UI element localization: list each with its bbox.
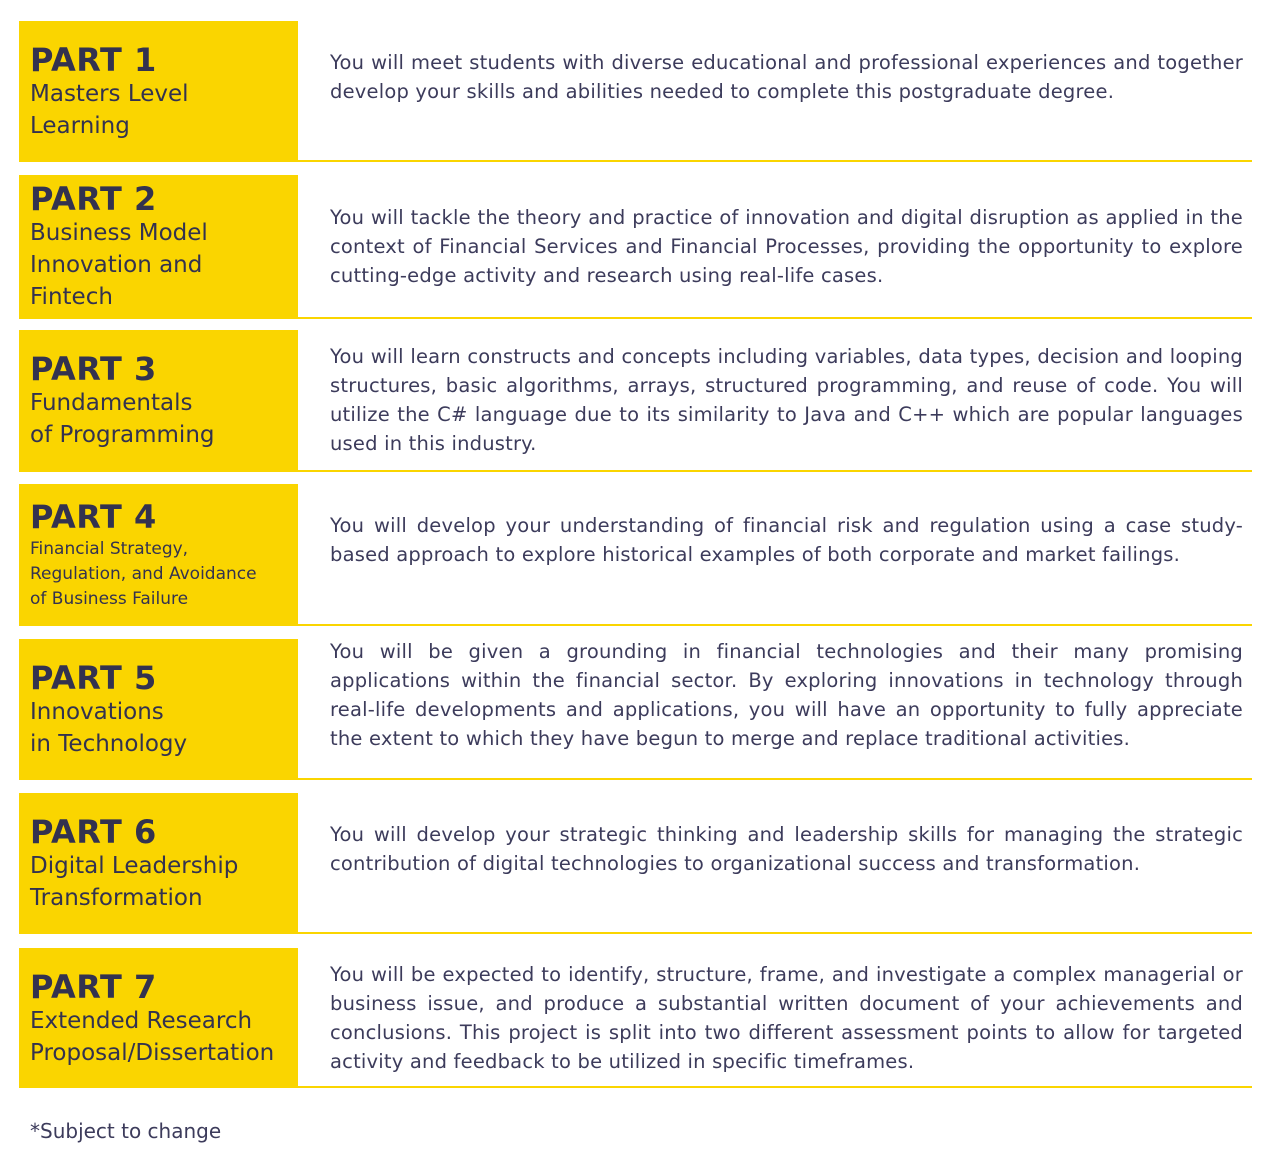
part-label-4 bbox=[19, 484, 298, 626]
part-row-1 bbox=[19, 21, 1252, 162]
part-title: PART 2 bbox=[30, 180, 157, 218]
part-label-5 bbox=[19, 639, 298, 780]
part-subtitle: Digital Leadership Transformation bbox=[30, 853, 239, 911]
row-divider bbox=[298, 1086, 1252, 1088]
part-row-4 bbox=[19, 484, 1252, 626]
part-label-7 bbox=[19, 948, 298, 1088]
part-title: PART 6 bbox=[30, 813, 157, 851]
part-title: PART 3 bbox=[30, 350, 157, 388]
part-row-2 bbox=[19, 175, 1252, 319]
part-description: You will develop your strategic thinking and leadership skills for managing the strategic contribution of digital technologies to organizational success and transformation. bbox=[330, 823, 1243, 875]
part-subtitle: Innovations in Technology bbox=[30, 699, 188, 757]
row-divider bbox=[298, 470, 1252, 472]
part-row-5 bbox=[19, 639, 1252, 780]
part-label-6 bbox=[19, 793, 298, 934]
part-description: You will be expected to identify, structure, frame, and investigate a complex managerial or business issue, and produce a substantial written document of your achievements and conclusions. This project is split into two different assessment points to allow for targeted activity and feedback to be utilized in specific timeframes. bbox=[330, 963, 1243, 1073]
part-subtitle: Masters Level Learning bbox=[30, 81, 189, 139]
part-description: You will tackle the theory and practice of innovation and digital disruption as applied in the context of Financial Services and Financial Processes, providing the opportunity to explore cutting-edge activity and research using real-life cases. bbox=[330, 206, 1243, 287]
part-label-1 bbox=[19, 21, 298, 162]
row-divider bbox=[298, 932, 1252, 934]
row-divider bbox=[298, 317, 1252, 319]
part-description: You will develop your understanding of financial risk and regulation using a case study-based approach to explore historical examples of both corporate and market failings. bbox=[330, 514, 1243, 566]
part-title: PART 5 bbox=[30, 659, 157, 697]
part-description: You will be given a grounding in financial technologies and their many promising applications within the financial sector. By exploring innovations in technology through real-life developments and applications, you will have an opportunity to fully appreciate the extent to which they have begun to merge and replace traditional activities. bbox=[330, 640, 1243, 750]
footnote: *Subject to change bbox=[30, 1119, 222, 1143]
part-subtitle: Business Model Innovation and Fintech bbox=[30, 220, 208, 310]
part-row-6 bbox=[19, 793, 1252, 934]
part-description: You will learn constructs and concepts including variables, data types, decision and looping structures, basic algorithms, arrays, structured programming, and reuse of code. You will utilize the C# language due to its similarity to Java and C++ which are popular languages used in this industry. bbox=[330, 345, 1243, 455]
part-title: PART 1 bbox=[30, 41, 157, 79]
row-divider bbox=[298, 160, 1252, 162]
part-description: You will meet students with diverse educational and professional experiences and together develop your skills and abilities needed to complete this postgraduate degree. bbox=[330, 51, 1243, 103]
row-divider bbox=[298, 624, 1252, 626]
row-divider bbox=[298, 778, 1252, 780]
part-row-7 bbox=[19, 948, 1252, 1088]
part-label-2 bbox=[19, 175, 298, 319]
part-subtitle: Fundamentals of Programming bbox=[30, 390, 215, 448]
part-label-3 bbox=[19, 330, 298, 472]
part-subtitle: Financial Strategy, Regulation, and Avoidance of Business Failure bbox=[30, 539, 257, 609]
part-row-3 bbox=[19, 330, 1252, 472]
part-title: PART 7 bbox=[30, 968, 157, 1006]
part-title: PART 4 bbox=[30, 498, 157, 536]
part-subtitle: Extended Research Proposal/Dissertation bbox=[30, 1008, 275, 1066]
